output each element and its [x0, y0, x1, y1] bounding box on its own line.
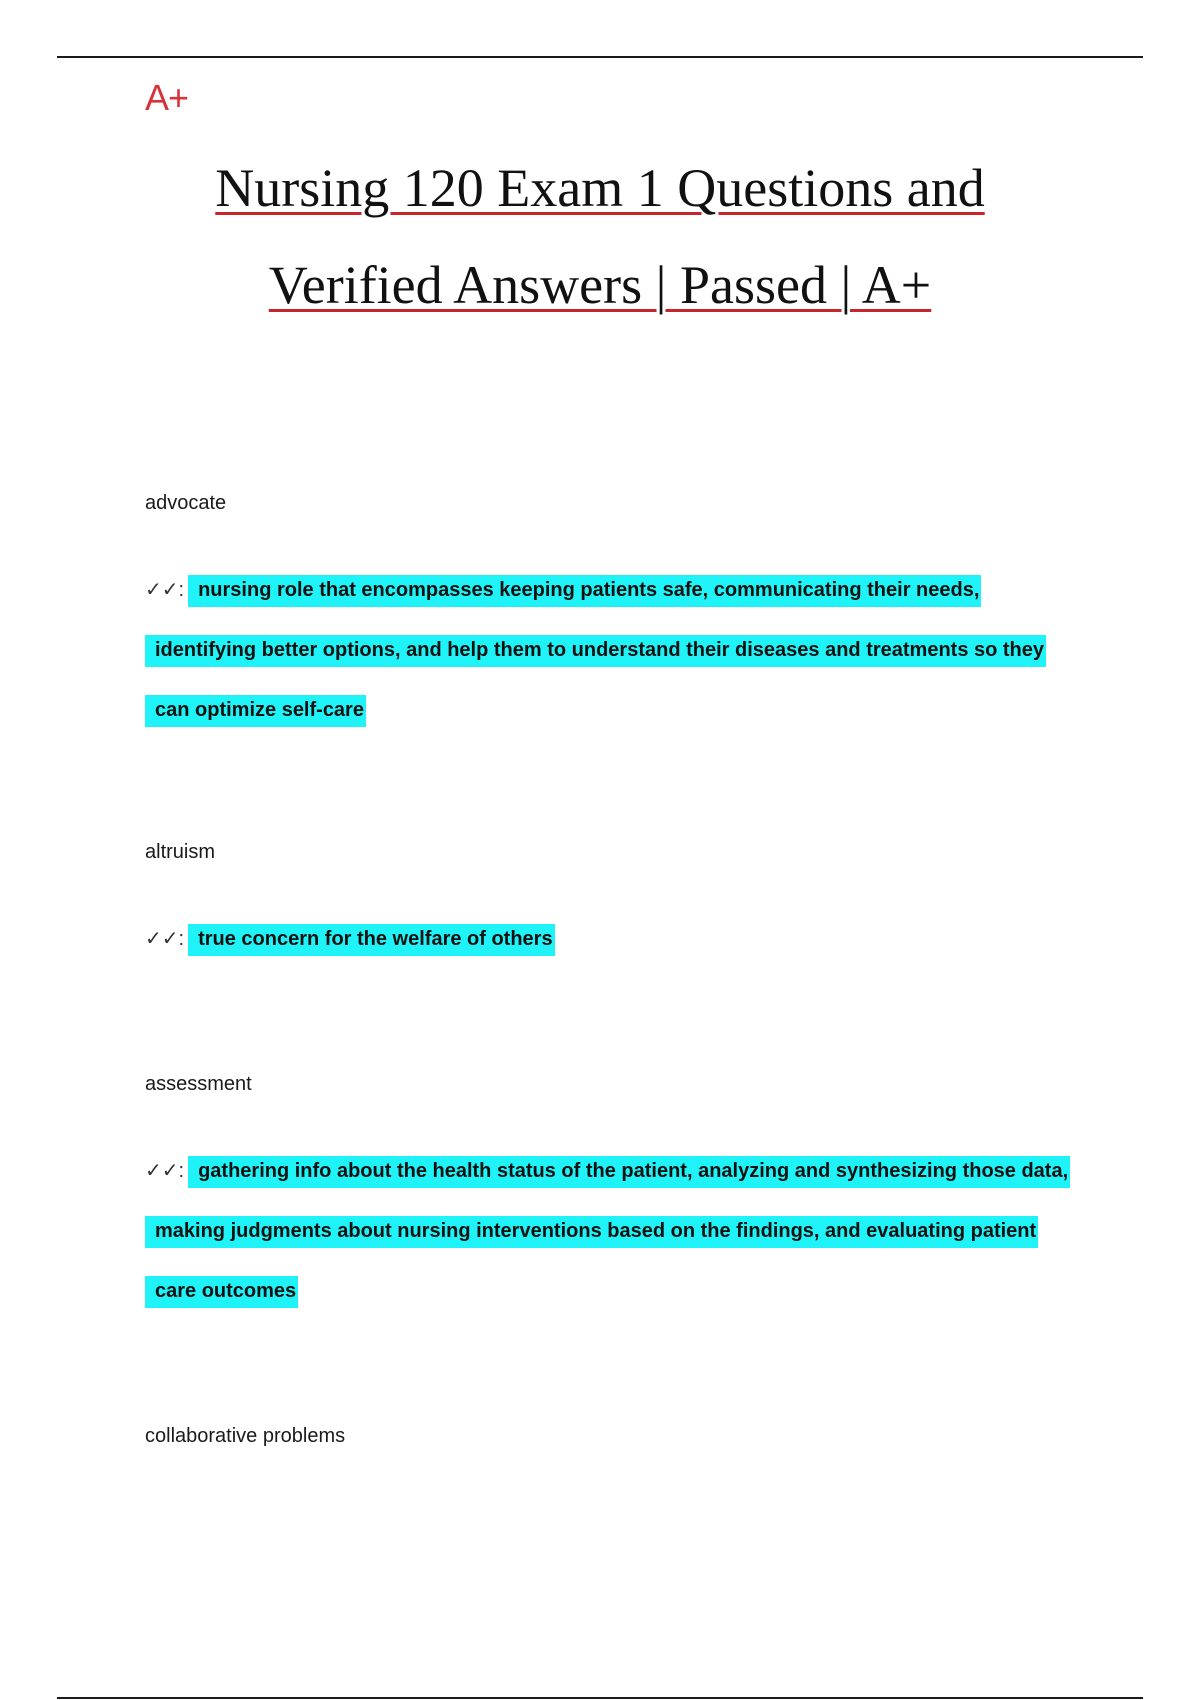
- term-label: altruism: [145, 841, 216, 863]
- answer-text: [145, 1141, 1075, 1321]
- grade-stamp: A+: [145, 77, 189, 118]
- term-label: collaborative problems: [145, 1425, 346, 1447]
- entry-collaborative-problems: [145, 1423, 1075, 1449]
- check-icon: ✓✓:: [145, 1160, 185, 1182]
- answer-text: [145, 909, 1075, 969]
- term-label: advocate: [145, 492, 227, 514]
- answer-highlight: nursing role that encompasses keeping patients safe, communicating their needs, identifying better options, and help them to understand their diseases and treatments so they can optimize self-care: [145, 575, 1046, 727]
- entry-altruism: [145, 839, 1075, 969]
- check-icon: ✓✓:: [145, 579, 185, 601]
- answer-highlight: true concern for the welfare of others: [188, 924, 555, 956]
- answer-highlight: gathering info about the health status of the patient, analyzing and synthesizing those data, making judgments about nursing interventions based on the findings, and evaluating patient care outcomes: [145, 1156, 1070, 1308]
- entry-assessment: [145, 1071, 1075, 1321]
- answer-text: [145, 560, 1075, 740]
- entry-advocate: [145, 490, 1075, 740]
- term-label: assessment: [145, 1073, 252, 1095]
- title-line-2: Verified Answers | Passed | A+: [268, 255, 932, 315]
- bottom-rule: [57, 1697, 1143, 1699]
- check-icon: ✓✓:: [145, 928, 185, 950]
- document-title: [0, 140, 1200, 334]
- top-rule: [57, 56, 1143, 58]
- title-line-1: Nursing 120 Exam 1 Questions and: [215, 158, 985, 218]
